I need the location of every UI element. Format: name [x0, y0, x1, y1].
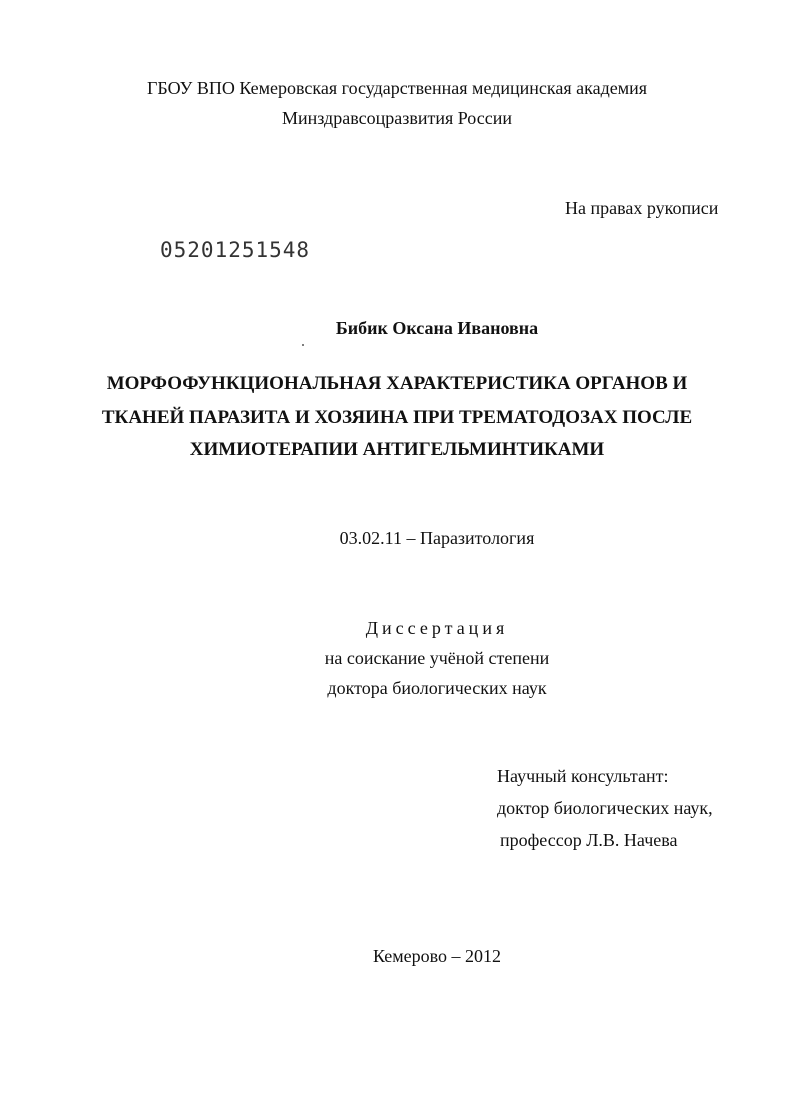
institution-name: ГБОУ ВПО Кемеровская государственная медицинская академия — [146, 78, 648, 98]
degree-line-2: доктора биологических наук — [327, 678, 547, 698]
advisor-name: профессор Л.В. Начева — [500, 830, 678, 850]
document-type: Диссертация — [365, 618, 509, 638]
advisor-degree: доктор биологических наук, — [497, 798, 713, 818]
rights-notice: На правах рукописи — [565, 198, 719, 218]
dissertation-title-line-2: ТКАНЕЙ ПАРАЗИТА И ХОЗЯИНА ПРИ ТРЕМАТОДОЗАХ ПОСЛЕ — [101, 407, 693, 428]
author-name: Бибик Оксана Ивановна — [335, 318, 539, 338]
document-number-stamp: 05201251548 — [160, 238, 311, 262]
place-and-year: Кемерово – 2012 — [372, 946, 502, 966]
dissertation-title-line-1: МОРФОФУНКЦИОНАЛЬНАЯ ХАРАКТЕРИСТИКА ОРГАНОВ И — [106, 373, 688, 394]
degree-line-1: на соискание учёной степени — [324, 648, 550, 668]
dissertation-title-line-3: ХИМИОТЕРАПИИ АНТИГЕЛЬМИНТИКАМИ — [189, 439, 605, 460]
scan-speck — [302, 344, 304, 346]
advisor-label: Научный консультант: — [497, 766, 669, 786]
specialty-code: 03.02.11 – Паразитология — [339, 528, 535, 548]
ministry-name: Минздравсоцразвития России — [282, 108, 512, 128]
